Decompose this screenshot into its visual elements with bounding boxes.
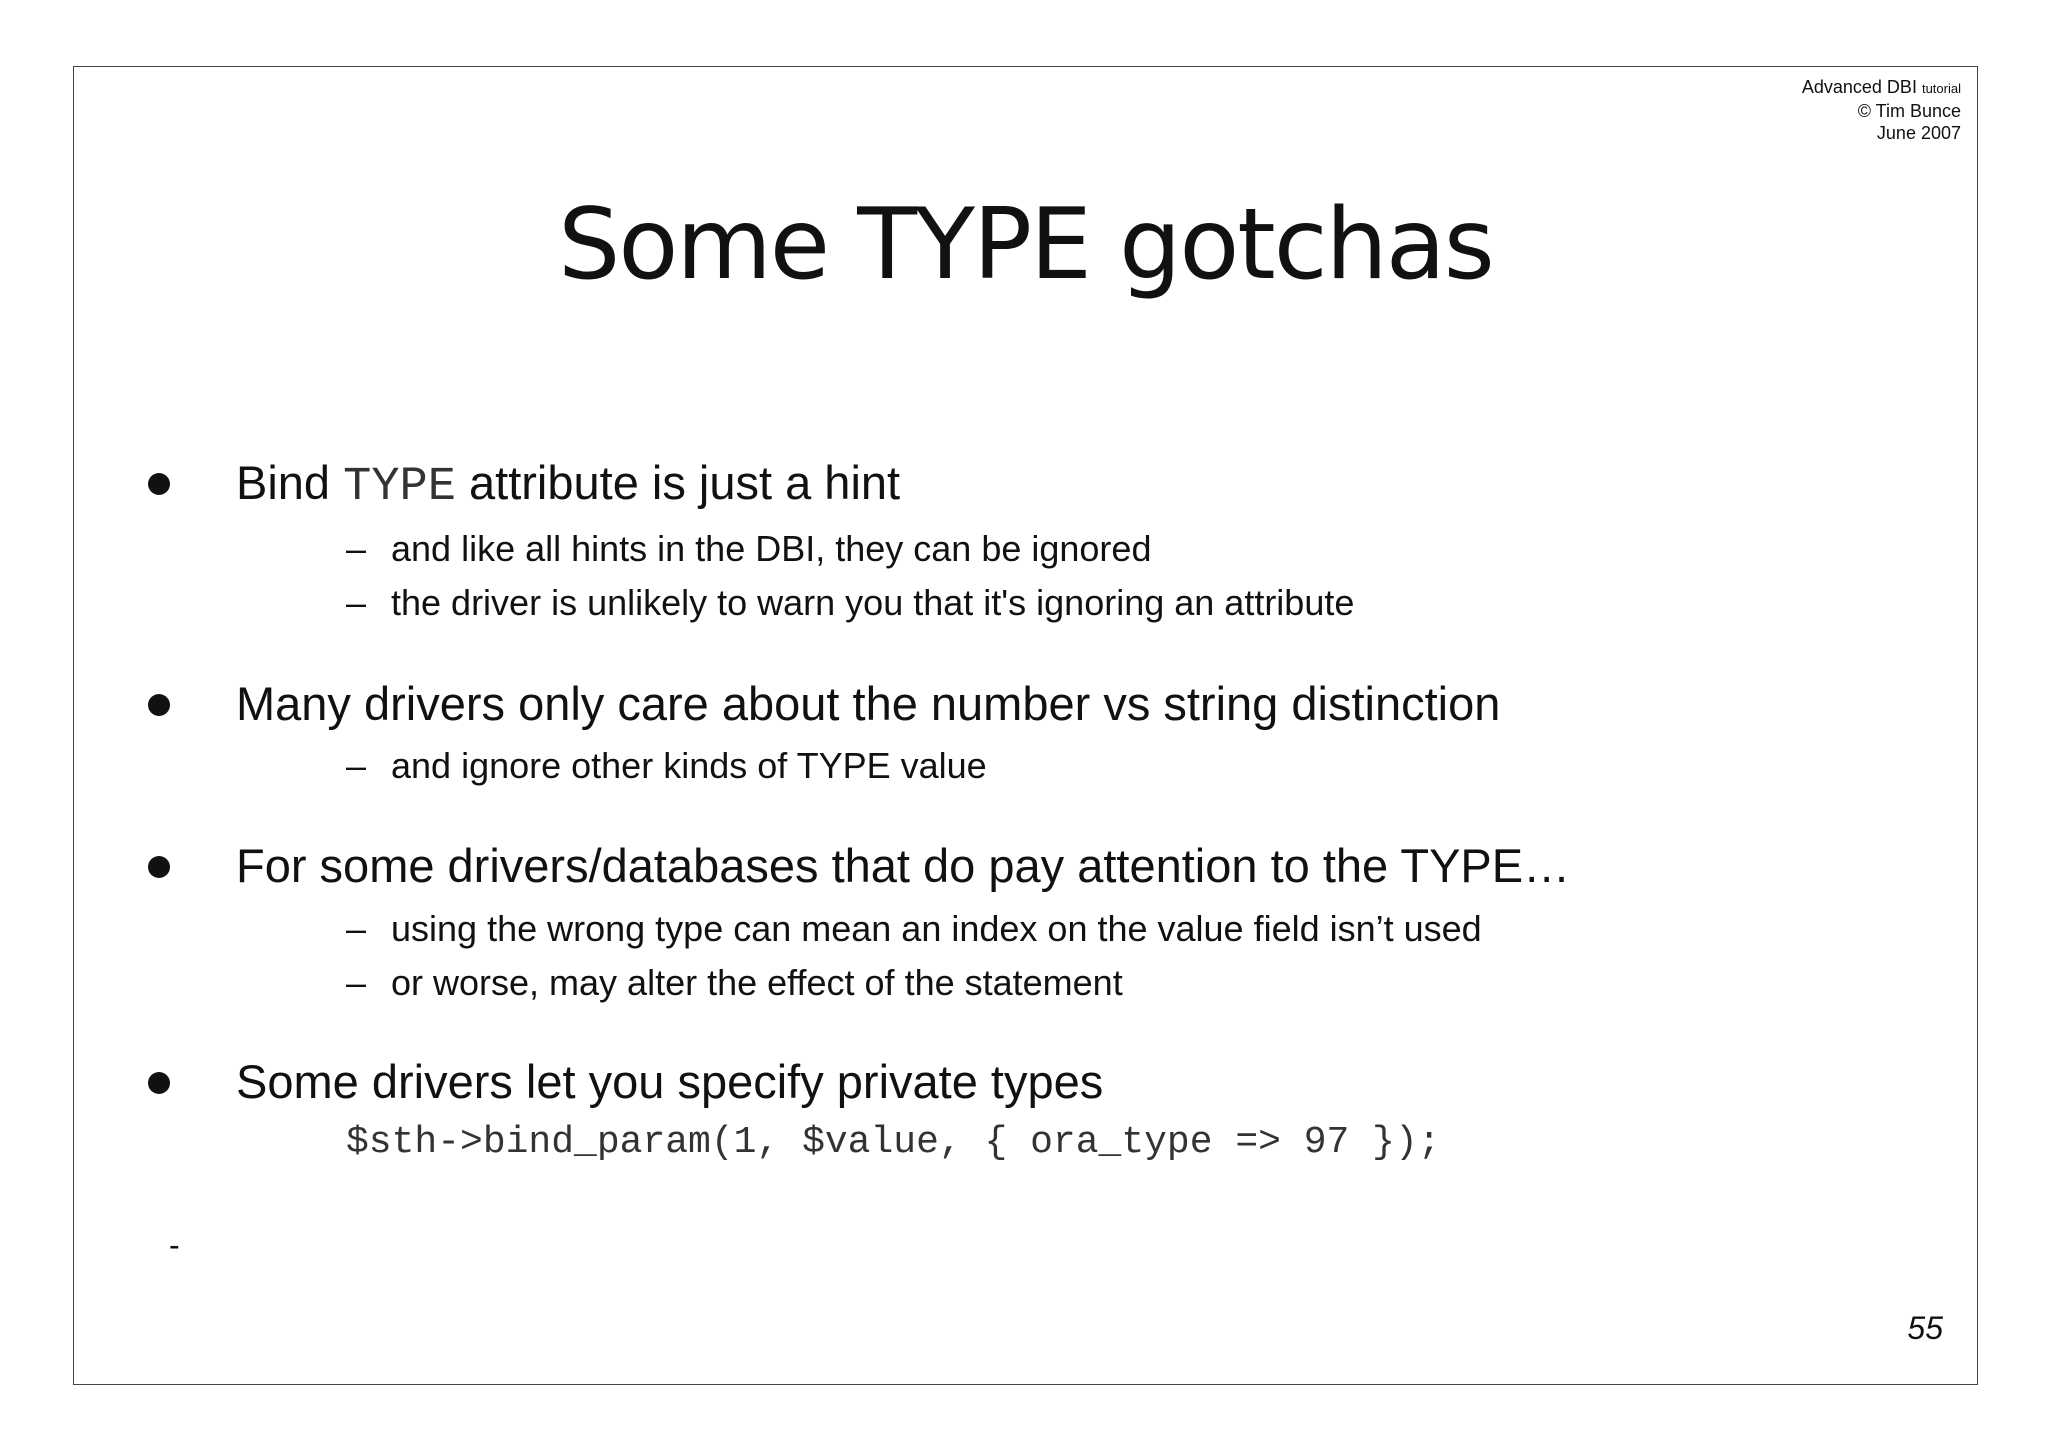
page-number: 55: [1907, 1310, 1943, 1346]
dash-icon: –: [346, 745, 367, 786]
bullet-dot-icon: [148, 856, 170, 878]
header-line-2: © Tim Bunce: [1857, 101, 1961, 121]
sub-text: using the wrong type can mean an index on the value field isn’t used: [391, 908, 1482, 949]
bullet-1-code: TYPE: [343, 461, 456, 514]
sub-text: or worse, may alter the effect of the statement: [391, 962, 1123, 1003]
bullet-3: [236, 838, 1570, 894]
bullet-3-text: For some drivers/databases that do pay attention to the TYPE…: [236, 839, 1571, 892]
slide-title: Some TYPE gotchas: [558, 188, 1493, 302]
header-line-1-main: Advanced DBI: [1801, 77, 1917, 97]
bullet-dot-icon: [148, 473, 170, 495]
header-note: [1802, 76, 1961, 144]
code-example: $sth->bind_param(1, $value, { ora_type => 97 });: [346, 1121, 1441, 1164]
bullet-1-post: attribute is just a hint: [455, 456, 901, 509]
sub-text: the driver is unlikely to warn you that it's ignoring an attribute: [391, 582, 1355, 623]
header-line-1-small: tutorial: [1921, 81, 1961, 96]
bullet-4-text: Some drivers let you specify private types: [236, 1055, 1104, 1108]
header-line-3: June 2007: [1876, 123, 1961, 143]
dash-icon: –: [346, 528, 367, 569]
bullet-2-text: Many drivers only care about the number vs string distinction: [236, 677, 1501, 730]
bullet-1-sub-2: [346, 581, 1355, 625]
bullet-1-pre: Bind: [236, 456, 344, 509]
bullet-4: [236, 1054, 1103, 1110]
bullet-3-sub-2: [346, 961, 1123, 1005]
bullet-1-sub-1: [346, 527, 1152, 571]
stray-mark: -: [169, 1227, 180, 1263]
slide-frame: [73, 66, 1978, 1385]
header-line-1: [1802, 76, 1961, 100]
bullet-dot-icon: [148, 1072, 170, 1094]
sub-text: and ignore other kinds of TYPE value: [391, 745, 987, 786]
dash-icon: –: [346, 962, 367, 1003]
bullet-2-sub-1: [346, 744, 987, 788]
dash-icon: –: [346, 908, 367, 949]
dash-icon: –: [346, 582, 367, 623]
bullet-2: [236, 676, 1500, 732]
bullet-1: [236, 455, 900, 516]
sub-text: and like all hints in the DBI, they can be ignored: [391, 528, 1152, 569]
bullet-dot-icon: [148, 694, 170, 716]
bullet-3-sub-1: [346, 907, 1482, 951]
